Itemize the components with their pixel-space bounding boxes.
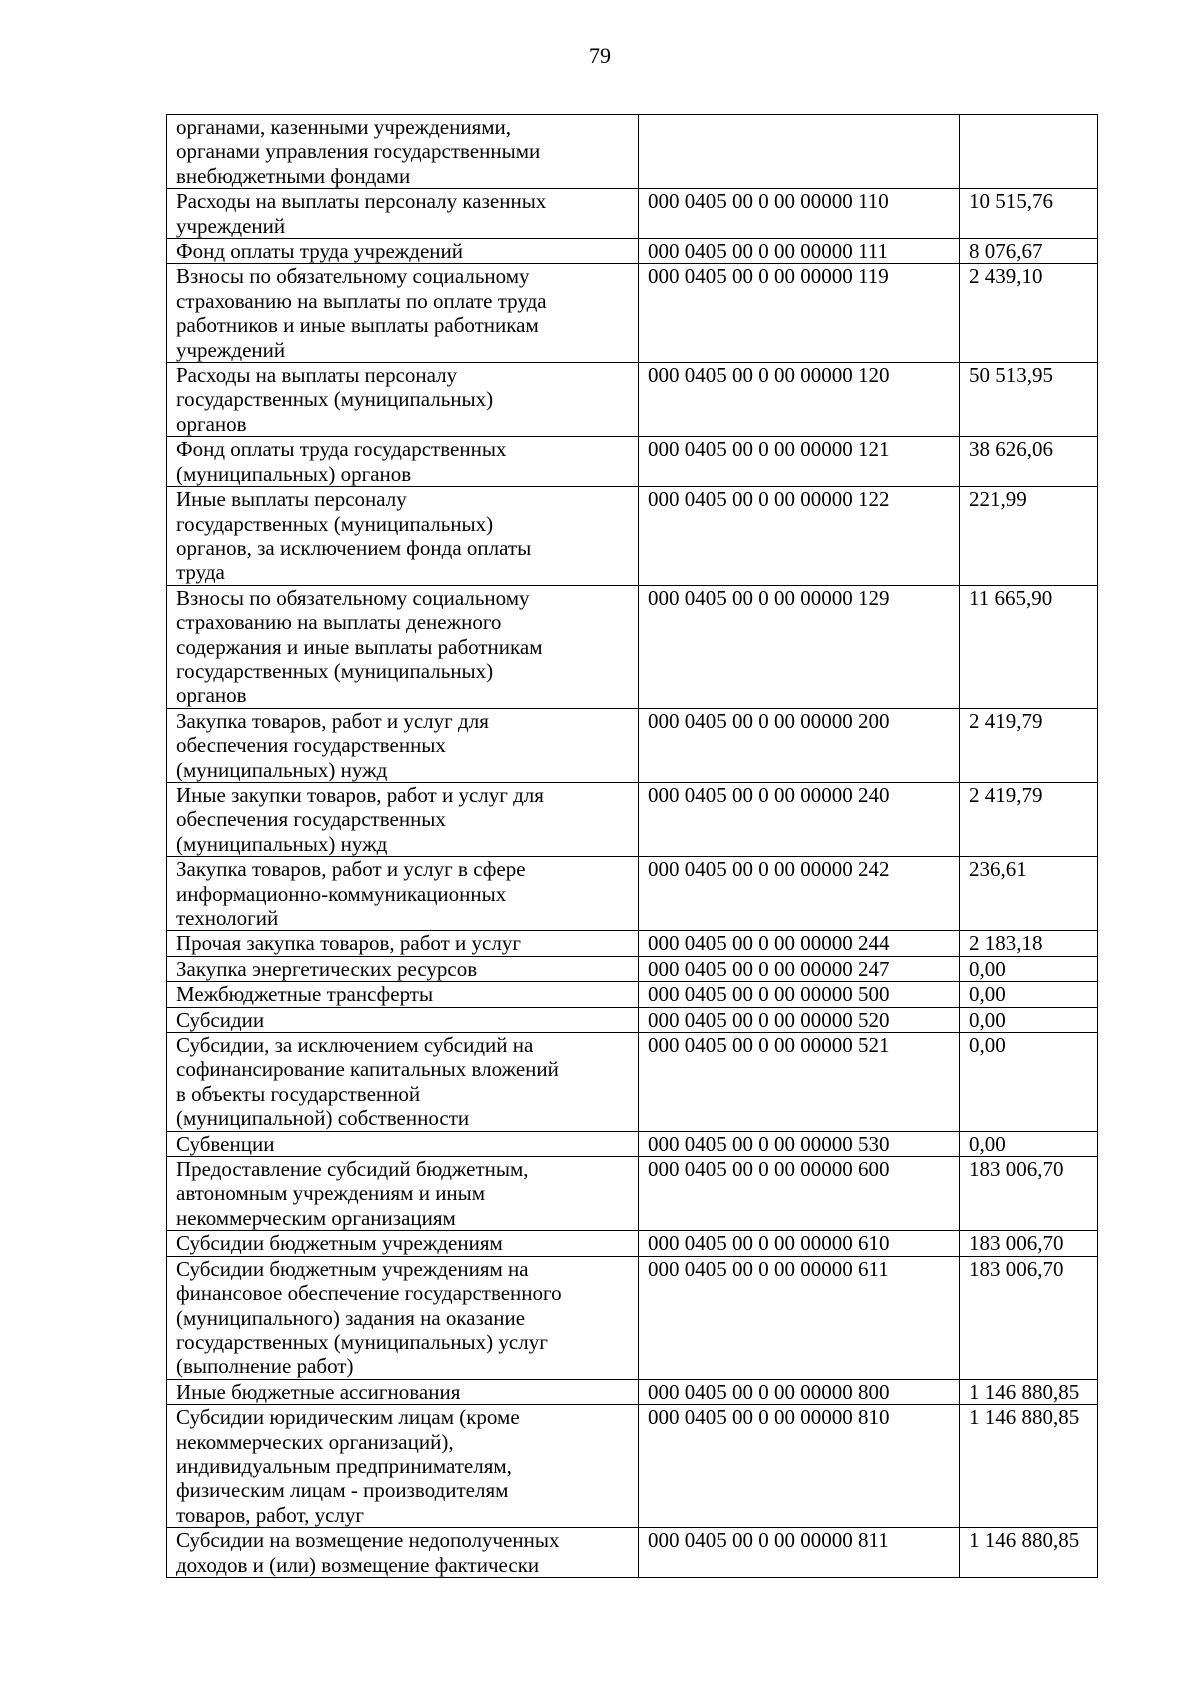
table-row	[167, 1379, 1098, 1404]
row-name-cell: Взносы по обязательному социальному страхованию на выплаты по оплате труда работников и иные выплаты работникам учреждений	[167, 264, 639, 363]
row-amount-cell: 38 626,06	[960, 437, 1098, 487]
row-code-cell: 000 0405 00 0 00 00000 520	[639, 1007, 960, 1032]
row-name-cell: Субсидии	[167, 1007, 639, 1032]
row-amount-cell: 183 006,70	[960, 1231, 1098, 1256]
table-row	[167, 782, 1098, 856]
table-row	[167, 1007, 1098, 1032]
table-row	[167, 585, 1098, 708]
row-amount-cell: 236,61	[960, 857, 1098, 931]
table-row	[167, 264, 1098, 363]
row-name-cell: Закупка товаров, работ и услуг для обеспечения государственных (муниципальных) нужд	[167, 708, 639, 782]
row-name-cell: Расходы на выплаты персоналу казенных учреждений	[167, 189, 639, 239]
row-name-cell: Иные выплаты персоналу государственных (муниципальных) органов, за исключением фонда оплаты труда	[167, 487, 639, 586]
table-row	[167, 931, 1098, 956]
row-name-cell: Расходы на выплаты персоналу государственных (муниципальных) органов	[167, 363, 639, 437]
row-name-cell: Субвенции	[167, 1131, 639, 1156]
row-amount-cell: 1 146 880,85	[960, 1528, 1098, 1578]
row-code-cell: 000 0405 00 0 00 00000 120	[639, 363, 960, 437]
row-code-cell: 000 0405 00 0 00 00000 110	[639, 189, 960, 239]
row-code-cell: 000 0405 00 0 00 00000 800	[639, 1379, 960, 1404]
row-name-cell: Субсидии бюджетным учреждениям на финансовое обеспечение государственного (муниципального) задания на оказание государственных (муниципальных) услуг (выполнение работ)	[167, 1256, 639, 1379]
row-name-cell: Фонд оплаты труда учреждений	[167, 239, 639, 264]
row-name-cell: Межбюджетные трансферты	[167, 982, 639, 1007]
row-code-cell: 000 0405 00 0 00 00000 240	[639, 782, 960, 856]
row-amount-cell: 0,00	[960, 1007, 1098, 1032]
row-name-cell: Прочая закупка товаров, работ и услуг	[167, 931, 639, 956]
row-amount-cell: 1 146 880,85	[960, 1405, 1098, 1528]
table-row	[167, 363, 1098, 437]
row-code-cell: 000 0405 00 0 00 00000 500	[639, 982, 960, 1007]
row-code-cell: 000 0405 00 0 00 00000 111	[639, 239, 960, 264]
table-row	[167, 189, 1098, 239]
row-code-cell: 000 0405 00 0 00 00000 247	[639, 956, 960, 981]
row-amount-cell: 0,00	[960, 982, 1098, 1007]
row-amount-cell: 11 665,90	[960, 585, 1098, 708]
row-name-cell: Иные закупки товаров, работ и услуг для обеспечения государственных (муниципальных) нужд	[167, 782, 639, 856]
budget-table-body	[167, 115, 1098, 1578]
table-row	[167, 1033, 1098, 1132]
row-code-cell: 000 0405 00 0 00 00000 244	[639, 931, 960, 956]
row-code-cell: 000 0405 00 0 00 00000 121	[639, 437, 960, 487]
budget-table	[166, 114, 1098, 1578]
table-row	[167, 1256, 1098, 1379]
row-name-cell: Субсидии бюджетным учреждениям	[167, 1231, 639, 1256]
row-code-cell: 000 0405 00 0 00 00000 811	[639, 1528, 960, 1578]
row-code-cell: 000 0405 00 0 00 00000 810	[639, 1405, 960, 1528]
row-amount-cell	[960, 115, 1098, 189]
table-row	[167, 1231, 1098, 1256]
row-amount-cell: 2 419,79	[960, 708, 1098, 782]
row-name-cell: органами, казенными учреждениями, органами управления государственными внебюджетными фондами	[167, 115, 639, 189]
row-code-cell: 000 0405 00 0 00 00000 611	[639, 1256, 960, 1379]
row-name-cell: Взносы по обязательному социальному страхованию на выплаты денежного содержания и иные выплаты работникам государственных (муниципальных) органов	[167, 585, 639, 708]
table-row	[167, 982, 1098, 1007]
row-code-cell: 000 0405 00 0 00 00000 242	[639, 857, 960, 931]
row-amount-cell: 0,00	[960, 956, 1098, 981]
table-row	[167, 1157, 1098, 1231]
row-amount-cell: 1 146 880,85	[960, 1379, 1098, 1404]
row-name-cell: Субсидии на возмещение недополученных доходов и (или) возмещение фактически	[167, 1528, 639, 1578]
table-row	[167, 708, 1098, 782]
row-code-cell: 000 0405 00 0 00 00000 610	[639, 1231, 960, 1256]
table-row	[167, 1405, 1098, 1528]
row-code-cell: 000 0405 00 0 00 00000 122	[639, 487, 960, 586]
row-name-cell: Закупка товаров, работ и услуг в сфере информационно-коммуникационных технологий	[167, 857, 639, 931]
row-amount-cell: 0,00	[960, 1033, 1098, 1132]
row-amount-cell: 50 513,95	[960, 363, 1098, 437]
table-row	[167, 115, 1098, 189]
table-row	[167, 1131, 1098, 1156]
row-amount-cell: 221,99	[960, 487, 1098, 586]
table-row	[167, 857, 1098, 931]
page-number: 79	[589, 43, 611, 68]
row-amount-cell: 10 515,76	[960, 189, 1098, 239]
row-amount-cell: 183 006,70	[960, 1256, 1098, 1379]
row-code-cell	[639, 115, 960, 189]
row-amount-cell: 2 419,79	[960, 782, 1098, 856]
row-name-cell: Фонд оплаты труда государственных (муниципальных) органов	[167, 437, 639, 487]
row-code-cell: 000 0405 00 0 00 00000 521	[639, 1033, 960, 1132]
table-row	[167, 956, 1098, 981]
row-name-cell: Закупка энергетических ресурсов	[167, 956, 639, 981]
row-amount-cell: 8 076,67	[960, 239, 1098, 264]
row-name-cell: Предоставление субсидий бюджетным, автономным учреждениям и иным некоммерческим организациям	[167, 1157, 639, 1231]
row-amount-cell: 2 439,10	[960, 264, 1098, 363]
row-code-cell: 000 0405 00 0 00 00000 119	[639, 264, 960, 363]
table-row	[167, 1528, 1098, 1578]
row-amount-cell: 183 006,70	[960, 1157, 1098, 1231]
row-code-cell: 000 0405 00 0 00 00000 200	[639, 708, 960, 782]
row-name-cell: Субсидии, за исключением субсидий на софинансирование капитальных вложений в объекты государственной (муниципальной) собственности	[167, 1033, 639, 1132]
row-code-cell: 000 0405 00 0 00 00000 129	[639, 585, 960, 708]
table-row	[167, 487, 1098, 586]
table-row	[167, 437, 1098, 487]
row-code-cell: 000 0405 00 0 00 00000 530	[639, 1131, 960, 1156]
row-code-cell: 000 0405 00 0 00 00000 600	[639, 1157, 960, 1231]
row-name-cell: Субсидии юридическим лицам (кроме некоммерческих организаций), индивидуальным предпринимателям, физическим лицам - производителям товаров, работ, услуг	[167, 1405, 639, 1528]
row-amount-cell: 0,00	[960, 1131, 1098, 1156]
row-amount-cell: 2 183,18	[960, 931, 1098, 956]
table-row	[167, 239, 1098, 264]
row-name-cell: Иные бюджетные ассигнования	[167, 1379, 639, 1404]
